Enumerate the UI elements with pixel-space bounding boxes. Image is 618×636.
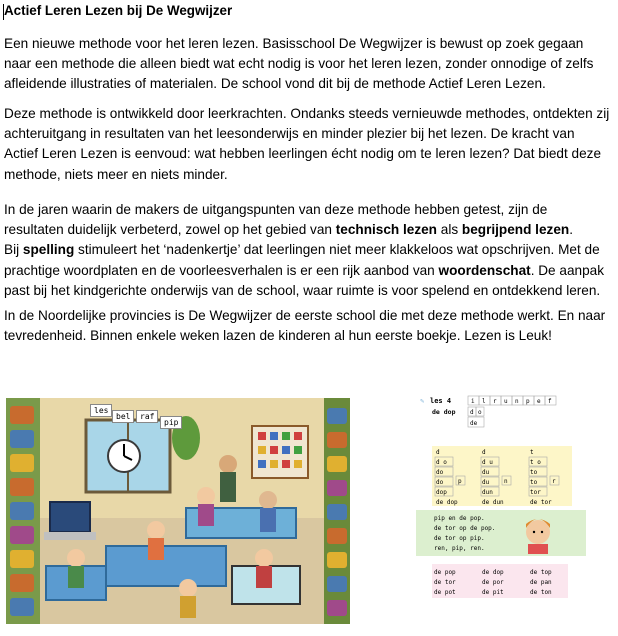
paragraph-results — [4, 200, 610, 301]
bold-spelling: spelling — [22, 242, 75, 258]
column-entry: du — [482, 469, 490, 476]
column-extra-letter: n — [504, 478, 508, 485]
word-card: bel — [112, 410, 134, 423]
classroom-illustration — [6, 398, 350, 624]
column-entry: d — [482, 449, 486, 456]
worksheet-icon: ✎ — [420, 397, 425, 405]
word-item: de pan — [530, 579, 552, 586]
sentence: pip en de pop. — [434, 515, 485, 522]
word-item: de por — [482, 579, 504, 586]
letter-tile: r — [493, 398, 497, 405]
text: In de jaren waarin de makers de uitgangspunten van deze methode hebben getest, zijn de resultaten duidelijk verbeterd, zowel op het gebied van — [4, 202, 548, 238]
word-item: de tor — [434, 579, 456, 586]
lesson-label: les 4 — [430, 397, 452, 405]
column-entry: dun — [482, 489, 493, 496]
word-item: de top — [530, 569, 552, 576]
bold-technisch-lezen: technisch lezen — [335, 222, 437, 238]
word-item: de dop — [482, 569, 504, 576]
word-card: les — [90, 404, 112, 417]
example-letter: d — [470, 409, 474, 416]
letter-tile: i — [471, 398, 475, 405]
word-item: de pit — [482, 589, 504, 596]
column-entry: de dun — [482, 499, 504, 506]
example-letter: o — [478, 409, 482, 416]
paragraph-intro: Een nieuwe methode voor het leren lezen. Basisschool De Wegwijzer is bewust op zoek gegaan naar een methode die alleen biedt wat echt nodig is voor het leren lezen, zonder onnodige of zelfs afleidende illustraties of materialen. De school vond dit bij de methode Actief Leren Lezen. — [4, 36, 594, 92]
column-extra-letter: r — [552, 478, 556, 485]
letter-tile: l — [482, 398, 486, 405]
text: stimuleert het ‘nadenkertje’ dat leerlingen niet meer klakkeloos wat opschrijven. Met de prachtige woordplaten en de voorleesverhalen is er een rijk aanbod van — [4, 242, 600, 278]
bold-woordenschat: woordenschat — [438, 262, 531, 278]
column-entry: de dop — [436, 499, 458, 506]
column-entry: de tor — [530, 499, 552, 506]
word-card: pip — [160, 416, 182, 429]
worksheet-drawing — [416, 392, 600, 602]
column-entry: tor — [530, 489, 541, 496]
document-title: Actief Leren Lezen bij De Wegwijzer — [4, 3, 233, 18]
column-entry: du — [482, 479, 490, 486]
column-entry: do — [436, 479, 444, 486]
example-letter: de — [470, 420, 478, 427]
text: Bij — [4, 242, 23, 258]
letter-tile: f — [548, 398, 552, 405]
column-extra-letter: p — [458, 478, 462, 485]
letter-tile: e — [537, 398, 541, 405]
column-entry: to — [530, 469, 538, 476]
column-entry: do — [436, 469, 444, 476]
column-entry: t — [530, 449, 534, 456]
word-card: raf — [136, 410, 158, 423]
letter-tile: p — [526, 398, 530, 405]
paragraph-method: Deze methode is ontwikkeld door leerkrachten. Ondanks steeds vernieuwde methodes, ontdekten zij achteruitgang in resultaten van het leesonderwijs en minder plezier bij het lezen. De kracht van Actief Leren Lezen is eenvoud: wat hebben leerlingen écht nodig om te leren lezen? Dat biedt deze methode, niets meer en niets minder. — [4, 106, 610, 182]
column-entry: dop — [436, 489, 447, 496]
sentence: de tor op pip. — [434, 535, 485, 542]
word-item: de ton — [530, 589, 552, 596]
text: . — [569, 222, 573, 238]
column-entry: d o — [436, 459, 447, 466]
bold-begrijpend-lezen: begrijpend lezen — [461, 222, 570, 238]
example-word: de dop — [432, 408, 456, 416]
classroom-drawing — [6, 398, 350, 624]
word-item: de pot — [434, 589, 456, 596]
text: als — [436, 222, 462, 238]
word-cards — [86, 400, 182, 426]
paragraph-provinces: In de Noordelijke provincies is De Wegwijzer de eerste school die met deze methode werkt. En naar tevredenheid. Binnen enkele weken lazen de kinderen al hun eerste boekje. Lezen is Leuk! — [4, 308, 606, 344]
letter-tile: u — [504, 398, 508, 405]
sentence: de tor op de pop. — [434, 525, 496, 532]
text: . De aanpak past bij het kindgerichte onderwijs van de school, waar ruimte is voor spelend en ontdekkend leren. — [4, 262, 604, 298]
letter-tile: n — [515, 398, 519, 405]
word-item: de pop — [434, 569, 456, 576]
worksheet-image — [416, 392, 600, 602]
column-entry: to — [530, 479, 538, 486]
column-entry: d u — [482, 459, 493, 466]
column-entry: t o — [530, 459, 541, 466]
sentence: ren, pip, ren. — [434, 545, 485, 552]
column-entry: d — [436, 449, 440, 456]
